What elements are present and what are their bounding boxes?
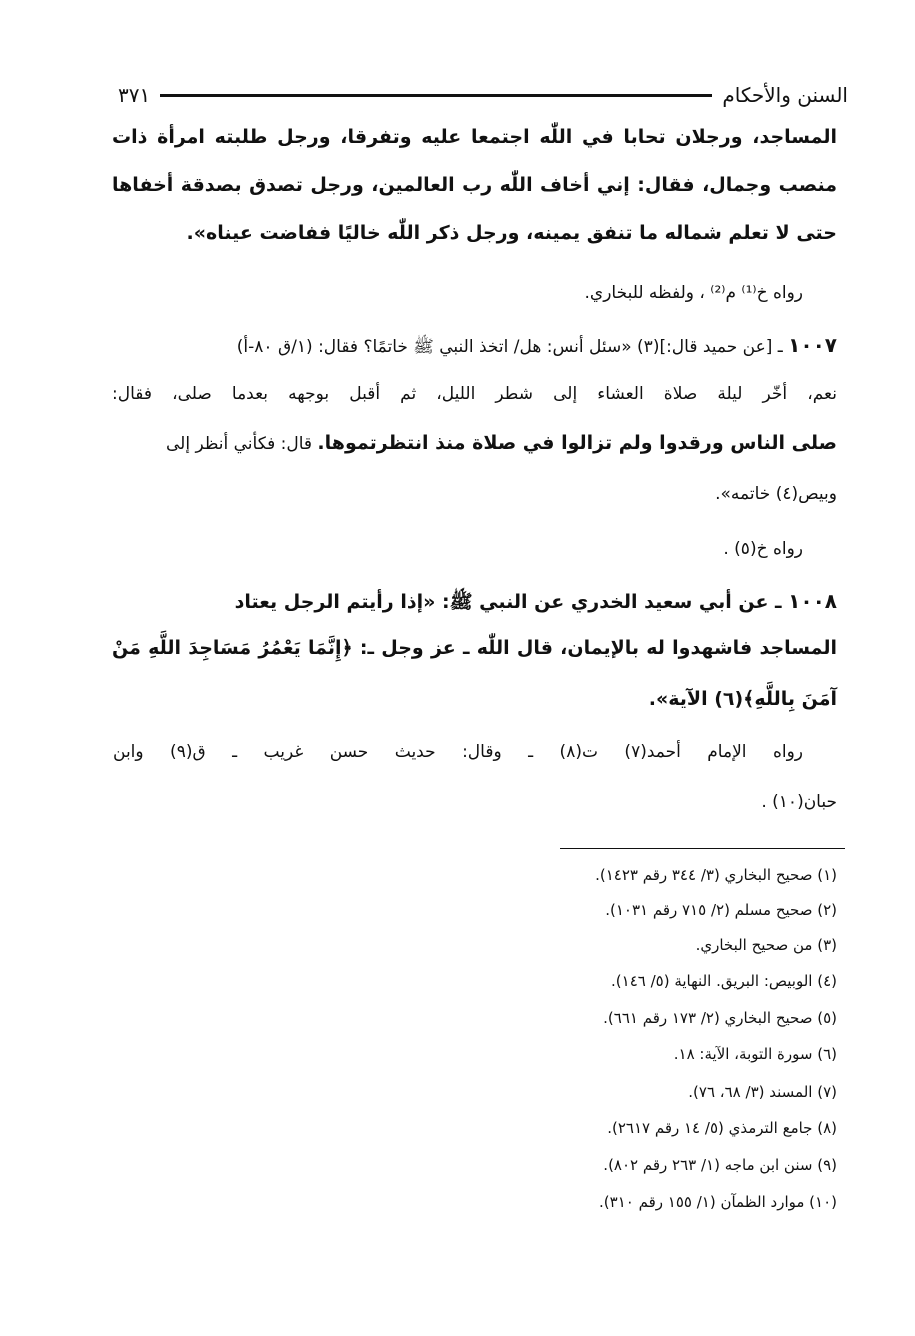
text-line-8: وبيص(٤) خاتمه».: [715, 484, 837, 504]
hadith-number-1007: ١٠٠٧: [788, 333, 837, 357]
narrator-comment: قال: فكأني أنظر إلى: [165, 434, 318, 454]
footnote-6: (٦) سورة التوبة، الآية: ١٨.: [673, 1045, 837, 1063]
text-line-1: المساجد، ورجلان تحابا في اللّٰه اجتمعا عليه وتفرقا، ورجل طلبته امرأة ذات: [112, 126, 837, 148]
text-line-6: نعم، أخّر ليلة صلاة العشاء إلى شطر الليل، ثم أقبل بوجهه بعدما صلى، فقال:: [112, 384, 837, 404]
text-line-2: منصب وجمال، فقال: إني أخاف اللّٰه رب العالمين، ورجل تصدق بصدقة أخفاها: [112, 174, 837, 196]
footnote-3: (٣) من صحيح البخاري.: [695, 936, 837, 954]
quoted-speech: صلى الناس ورقدوا ولم تزالوا في صلاة منذ انتظرتموها.: [317, 432, 837, 454]
footnote-4: (٤) الوبيص: البريق. النهاية (٥/ ١٤٦).: [611, 972, 837, 990]
footnote-2: (٢) صحيح مسلم (٢/ ٧١٥ رقم ١٠٣١).: [605, 901, 837, 919]
footnote-9: (٩) سنن ابن ماجه (١/ ٢٦٣ رقم ٨٠٢).: [603, 1156, 837, 1174]
footnote-7: (٧) المسند (٣/ ٦٨، ٧٦).: [688, 1083, 837, 1101]
text-line-7: [166, 432, 837, 454]
text-line-11: المساجد فاشهدوا له بالإيمان، قال اللّٰه ـ عز وجل ـ: ﴿إِنَّمَا يَعْمُرُ مَسَاجِدَ اللَّهِ مَنْ: [112, 637, 837, 659]
footnote-1: (١) صحيح البخاري (٣/ ٣٤٤ رقم ١٤٢٣).: [595, 866, 837, 884]
text-line-14: حبان(١٠) .: [761, 792, 837, 812]
footnote-5: (٥) صحيح البخاري (٢/ ١٧٣ رقم ٦٦١).: [603, 1009, 837, 1027]
hadith-1007-intro: ـ [عن حميد قال:](٣) «سئل أنس: هل/ اتخذ النبي ﷺ خاتمًا؟ فقال: (١/ق ٨٠-أ): [236, 337, 789, 357]
hadith-1008-intro: ـ عن أبي سعيد الخدري عن النبي ﷺ: «إذا رأيتم الرجل يعتاد: [234, 591, 789, 613]
hadith-number-1008: ١٠٠٨: [788, 589, 837, 613]
footnote-8: (٨) جامع الترمذي (٥/ ١٤ رقم ٢٦١٧).: [607, 1119, 837, 1137]
header-rule: [160, 94, 712, 97]
text-line-9: رواه خ(٥) .: [723, 539, 803, 559]
hadith-1008-heading: [235, 589, 837, 618]
text-line-3: حتى لا تعلم شماله ما تنفق يمينه، ورجل ذكر اللّٰه خاليًا ففاضت عيناه».: [186, 222, 837, 244]
footnote-separator: [560, 848, 845, 849]
text-line-4: رواه خ⁽¹⁾ م⁽²⁾ ، ولفظه للبخاري.: [584, 283, 803, 303]
text-line-12: آمَنَ بِاللَّهِ﴾(٦) الآية».: [648, 688, 837, 710]
footnote-10: (١٠) موارد الظمآن (١/ ١٥٥ رقم ٣١٠).: [599, 1193, 837, 1211]
hadith-1007-heading: [237, 333, 837, 361]
running-header: [118, 78, 848, 112]
text-line-13: رواه الإمام أحمد(٧) ت(٨) ـ وقال: حديث حسن غريب ـ ق(٩) وابن: [113, 742, 803, 762]
running-title: السنن والأحكام: [722, 83, 848, 107]
page-number: ٣٧١: [118, 83, 151, 107]
